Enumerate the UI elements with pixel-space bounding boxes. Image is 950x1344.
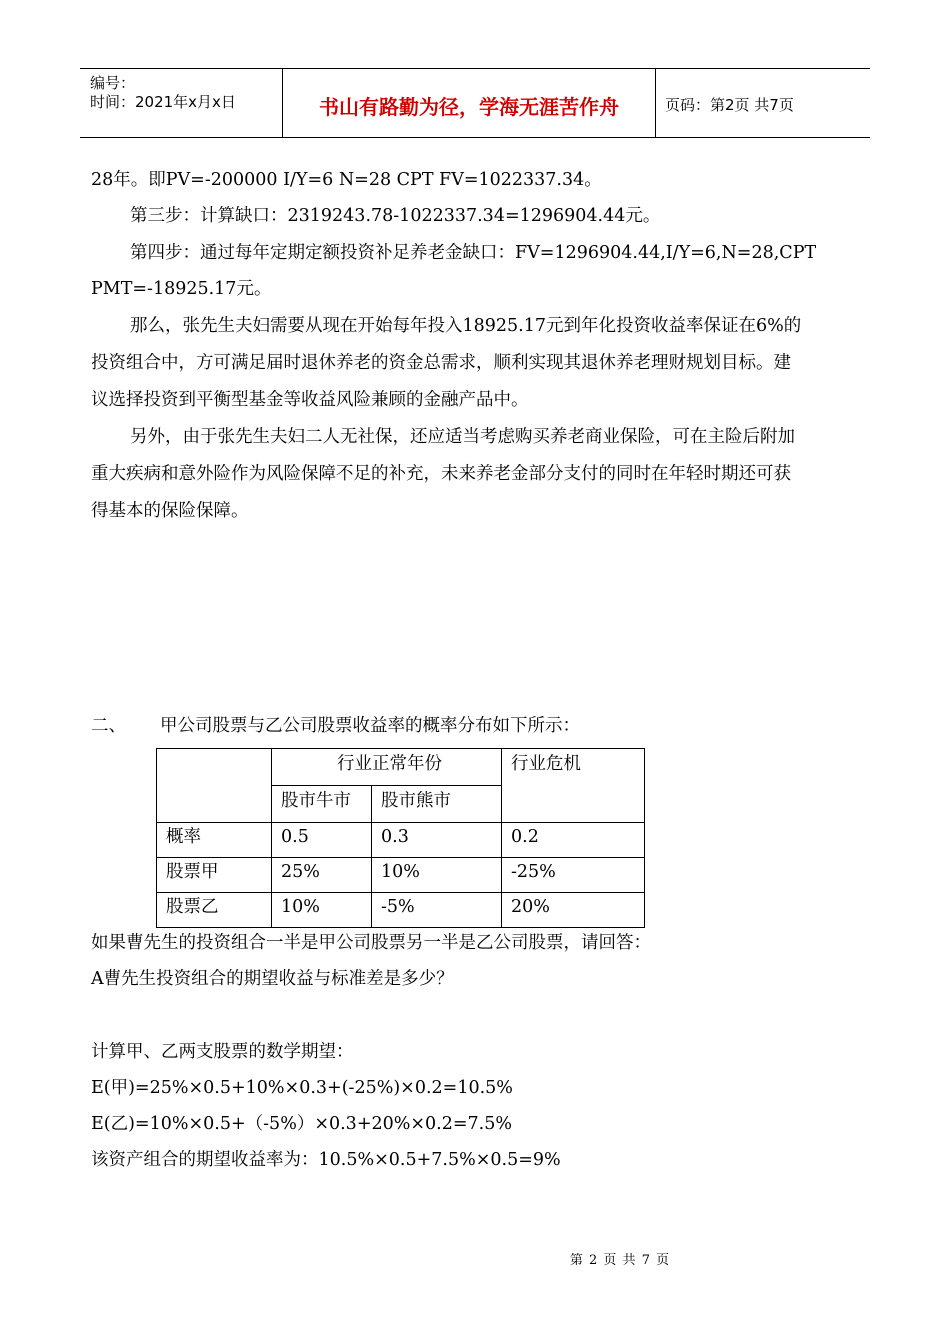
paragraph-line: 第四步：通过每年定期定额投资补足养老金缺口：FV=1296904.44,I/Y=6,N=28,CPT <box>130 243 817 263</box>
calc-line: E(乙)=10%×0.5+（-5%）×0.3+20%×0.2=7.5% <box>91 1114 512 1134</box>
paragraph-line: 投资组合中，方可满足届时退休养老的资金总需求，顺利实现其退休养老理财规划目标。建 <box>91 353 791 373</box>
header-page-cell <box>655 69 870 137</box>
question-line: A曹先生投资组合的期望收益与标准差是多少？ <box>91 969 454 989</box>
row-label: 概率 <box>166 827 201 847</box>
page-header <box>80 68 870 138</box>
calc-line: 计算甲、乙两支股票的数学期望： <box>91 1042 354 1062</box>
paragraph-line: 议选择投资到平衡型基金等收益风险兼顾的金融产品中。 <box>91 390 529 410</box>
header-motto-cell <box>282 69 656 137</box>
paragraph-line: 得基本的保险保障。 <box>91 501 249 521</box>
cell-crisis: 0.2 <box>511 827 539 847</box>
page-footer: 第 2 页 共 7 页 <box>569 1253 671 1268</box>
paragraph-line: 28年。即PV=-200000 I/Y=6 N=28 CPT FV=1022337.34。 <box>91 170 602 190</box>
paragraph-line: 另外，由于张先生夫妇二人无社保，还应适当考虑购买养老商业保险，可在主险后附加 <box>130 427 795 447</box>
paragraph-line: 重大疾病和意外险作为风险保障不足的补充，未来养老金部分支付的同时在年轻时期还可获 <box>91 464 791 484</box>
section-number: 二、 <box>91 716 126 736</box>
paragraph-line: 那么，张先生夫妇需要从现在开始每年投入18925.17元到年化投资收益率保证在6%的 <box>130 316 802 336</box>
question-line: 如果曹先生的投资组合一半是甲公司股票另一半是乙公司股票，请回答： <box>91 933 651 953</box>
page-info: 页码：第2页 共7页 <box>665 96 794 114</box>
date-label: 时间：2021年x月x日 <box>90 93 236 111</box>
cell-bear: 10% <box>381 862 420 882</box>
probability-table <box>156 748 645 928</box>
cell-crisis: -25% <box>511 862 556 882</box>
header-meta <box>80 69 282 137</box>
header-bull: 股市牛市 <box>281 791 351 811</box>
cell-bear: -5% <box>381 897 415 917</box>
cell-bull: 0.5 <box>281 827 309 847</box>
row-label: 股票乙 <box>166 897 219 917</box>
calc-line: 该资产组合的期望收益率为：10.5%×0.5+7.5%×0.5=9% <box>91 1150 561 1170</box>
motto: 书山有路勤为径，学海无涯苦作舟 <box>319 95 619 119</box>
cell-bull: 25% <box>281 862 320 882</box>
paragraph-line: PMT=-18925.17元。 <box>91 279 272 299</box>
header-bear: 股市熊市 <box>381 791 451 811</box>
number-label: 编号： <box>90 74 136 92</box>
cell-crisis: 20% <box>511 897 550 917</box>
cell-bear: 0.3 <box>381 827 409 847</box>
cell-bull: 10% <box>281 897 320 917</box>
calc-line: E(甲)=25%×0.5+10%×0.3+(-25%)×0.2=10.5% <box>91 1078 513 1098</box>
section-intro: 甲公司股票与乙公司股票收益率的概率分布如下所示： <box>160 716 580 736</box>
paragraph-line: 第三步：计算缺口：2319243.78-1022337.34=1296904.44元。 <box>130 206 661 226</box>
header-normal-year: 行业正常年份 <box>337 754 442 774</box>
header-crisis: 行业危机 <box>511 754 581 774</box>
row-label: 股票甲 <box>166 862 219 882</box>
